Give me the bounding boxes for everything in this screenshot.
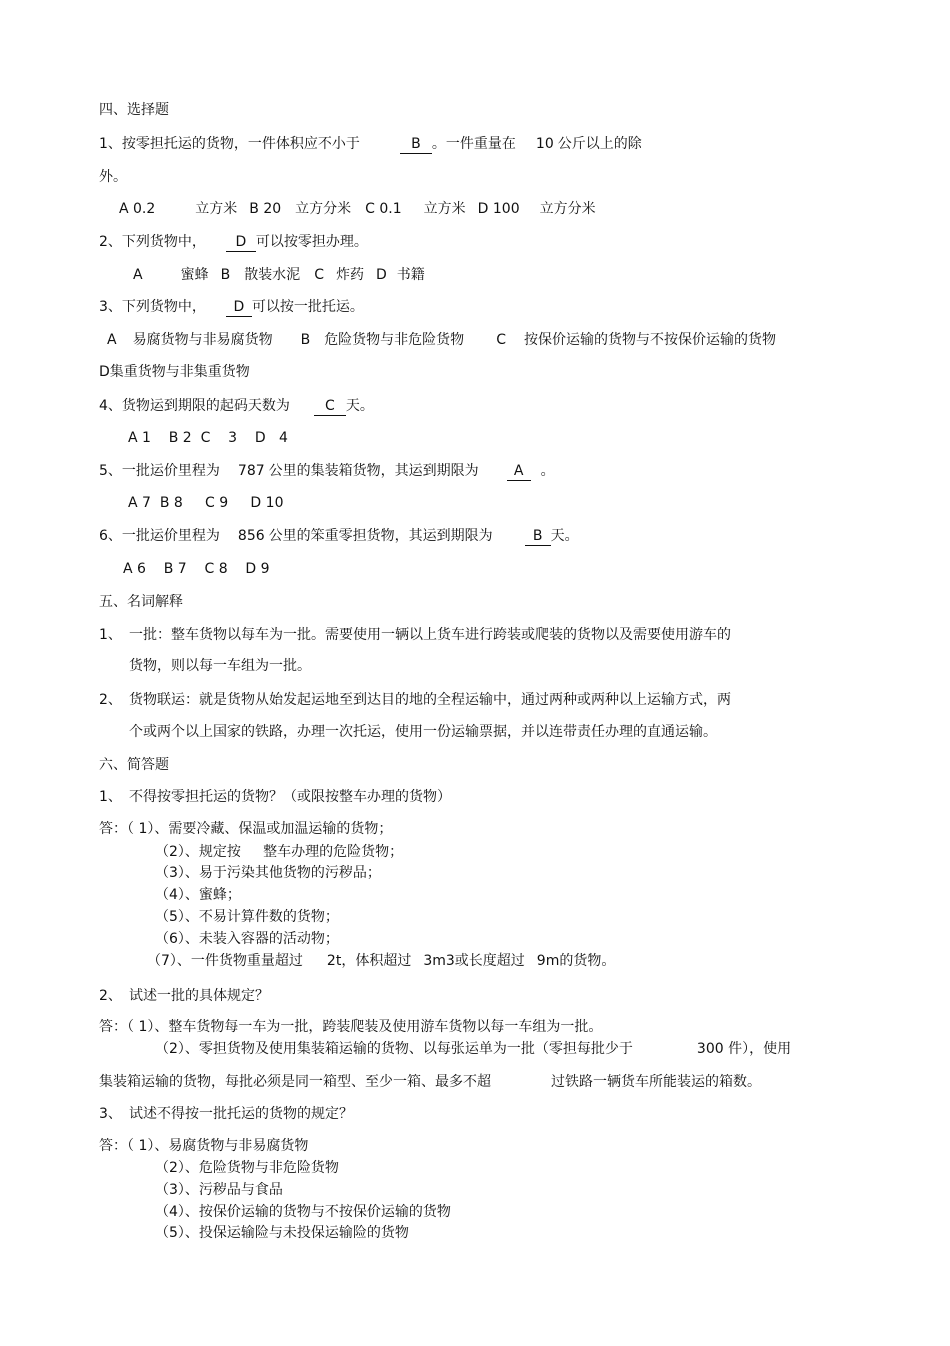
answer-3-item-2: （2）、危险货物与非危险货物 <box>155 1160 339 1176</box>
q6-options: A 6 B 7 C 8 D 9 <box>123 561 270 577</box>
q6-text: 6、一批运价里程为 <box>99 528 220 544</box>
q3-option-c: C <box>496 332 506 348</box>
q5-num: 787 <box>237 463 265 479</box>
answer-1-item-4: （4）、蜜蜂； <box>155 887 241 903</box>
q3-option-a: A <box>107 332 117 348</box>
a1-7-post: 的货物。 <box>559 953 616 969</box>
term-1-number: 1、 <box>99 627 122 643</box>
answer-3-item-3: （3）、污秽品与食品 <box>155 1182 283 1198</box>
q1-option-a: A 0.2 <box>119 201 156 217</box>
short-q2: 试述一批的具体规定？ <box>129 988 269 1004</box>
question-3 <box>99 298 364 317</box>
q1-options <box>119 200 596 218</box>
q2-option-c: C <box>314 267 324 283</box>
term-2-line-2: 个或两个以上国家的铁路，办理一次托运，使用一份运输票据，并以连带责任办理的直通运输。 <box>129 724 717 740</box>
q1-option-d: D 100 <box>477 201 520 217</box>
q1-option-c: C 0.1 <box>365 201 402 217</box>
a1-7-mid1: ，体积超过 <box>341 953 412 969</box>
term-2-line-1: 货物联运：就是货物从始发起运地至到达目的地的全程运输中，通过两种或两种以上运输方式，两 <box>129 692 731 708</box>
q3-option-d: D集重货物与非集重货物 <box>99 364 250 380</box>
answer-1-item-1: 答：（ 1）、需要冷藏、保温或加温运输的货物； <box>99 821 393 837</box>
q1-option-b: B 20 <box>249 201 282 217</box>
q6-mid: 公里的笨重零担货物，其运到期限为 <box>268 528 493 544</box>
q5-answer: A <box>507 462 531 481</box>
answer-3-item-1: 答：（ 1）、易腐货物与非易腐货物 <box>99 1138 309 1154</box>
q3-option-c-text: 按保价运输的货物与不按保价运输的货物 <box>523 332 776 348</box>
answer-3-item-5: （5）、投保运输险与未投保运输险的货物 <box>155 1225 409 1241</box>
q5-options: A 7 B 8 C 9 D 10 <box>128 495 284 511</box>
answer-1-item-6: （6）、未装入容器的活动物； <box>155 931 339 947</box>
question-6 <box>99 527 579 546</box>
a2-line-2-text: （2）、零担货物及使用集装箱运输的货物、以每张运单为一批（零担每批少于 <box>155 1041 633 1057</box>
short-q1: 不得按零担托运的货物？（或限按整车办理的货物） <box>129 789 451 805</box>
q3-text: 3、下列货物中， <box>99 299 206 315</box>
answer-2-line-3 <box>99 1073 761 1091</box>
q5-mid: 公里的集装箱货物，其运到期限为 <box>268 463 479 479</box>
q4-answer: C <box>314 397 346 416</box>
q5-post: 。 <box>540 463 555 479</box>
answer-1-item-7 <box>147 952 615 970</box>
a2-line-3-text: 集装箱运输的货物，每批必须是同一箱型、至少一箱、最多不超 <box>99 1074 491 1090</box>
q2-answer: D <box>226 233 256 252</box>
q2-option-d: D <box>375 267 387 283</box>
a1-7-mid2: 或长度超过 <box>454 953 525 969</box>
q3-option-b: B <box>300 332 311 348</box>
term-2-number: 2、 <box>99 692 122 708</box>
section-5-title: 五、名词解释 <box>99 594 183 610</box>
short-q2-number: 2、 <box>99 988 122 1004</box>
question-5 <box>99 462 555 481</box>
q6-post: 天。 <box>550 528 579 544</box>
term-1-line-2: 货物，则以每一车组为一批。 <box>129 658 311 674</box>
q2-option-c-text: 炸药 <box>335 267 364 283</box>
q3-option-a-text: 易腐货物与非易腐货物 <box>132 332 273 348</box>
q1-text: 1、按零担托运的货物，一件体积应不小于 <box>99 136 360 152</box>
q4-options: A 1 B 2 C 3 D 4 <box>128 430 288 446</box>
q2-option-b-text: 散装水泥 <box>244 267 301 283</box>
q2-post: 可以按零担办理。 <box>255 234 368 250</box>
q2-options <box>133 266 425 284</box>
q1-continuation: 外。 <box>99 169 127 185</box>
a2-line-2-count: 300 件），使用 <box>696 1041 792 1057</box>
q1-post: 公斤以上的除 <box>557 136 642 152</box>
q2-option-a-text: 蜜蜂 <box>180 267 209 283</box>
q2-option-d-text: 书籍 <box>396 267 425 283</box>
q3-post: 可以按一批托运。 <box>251 299 364 315</box>
answer-1-item-3: （3）、易于污染其他货物的污秽品； <box>155 865 381 881</box>
q1-option-a-unit: 立方米 <box>195 201 238 217</box>
q1-answer: B <box>400 135 432 154</box>
q6-answer: B <box>525 527 551 546</box>
q3-option-b-text: 危险货物与非危险货物 <box>324 332 465 348</box>
q2-option-a: A <box>133 267 143 283</box>
answer-1-item-5: （5）、不易计算件数的货物； <box>155 909 339 925</box>
section-6-title: 六、简答题 <box>99 757 169 773</box>
q2-text: 2、下列货物中， <box>99 234 206 250</box>
question-1 <box>99 135 642 154</box>
term-1-line-1: 一批：整车货物以每车为一批。需要使用一辆以上货车进行跨装或爬装的货物以及需要使用游车的 <box>129 627 731 643</box>
q3-options <box>107 331 776 349</box>
q4-post: 天。 <box>345 398 374 414</box>
q1-mid: 。一件重量在 <box>431 136 516 152</box>
a1-7-pre: （7）、一件货物重量超过 <box>147 953 303 969</box>
q3-answer: D <box>226 298 252 317</box>
a1-7-volume: 3m3 <box>423 953 455 969</box>
q2-option-b: B <box>220 267 231 283</box>
short-q3: 试述不得按一批托运的货物的规定？ <box>129 1106 353 1122</box>
a1-7-weight: 2t <box>326 953 342 969</box>
q5-text: 5、一批运价里程为 <box>99 463 220 479</box>
q1-option-c-unit: 立方米 <box>423 201 466 217</box>
answer-2-line-2 <box>155 1040 791 1058</box>
short-q3-number: 3、 <box>99 1106 122 1122</box>
q4-text: 4、货物运到期限的起码天数为 <box>99 398 290 414</box>
answer-2-line-1: 答：（ 1）、整车货物每一车为一批，跨装爬装及使用游车货物以每一车组为一批。 <box>99 1019 603 1035</box>
q1-option-d-unit: 立方分米 <box>539 201 596 217</box>
q1-option-b-unit: 立方分米 <box>295 201 352 217</box>
answer-3-item-4: （4）、按保价运输的货物与不按保价运输的货物 <box>155 1204 451 1220</box>
section-4-title: 四、选择题 <box>99 102 169 118</box>
answer-1-item-2: （2）、规定按 整车办理的危险货物； <box>155 844 404 860</box>
a2-line-3-end: 过铁路一辆货车所能装运的箱数。 <box>551 1074 761 1090</box>
question-4 <box>99 397 374 416</box>
short-q1-number: 1、 <box>99 789 122 805</box>
q6-num: 856 <box>237 528 265 544</box>
question-2 <box>99 233 368 252</box>
a1-7-length: 9m <box>536 953 560 969</box>
q1-num: 10 <box>535 136 554 152</box>
